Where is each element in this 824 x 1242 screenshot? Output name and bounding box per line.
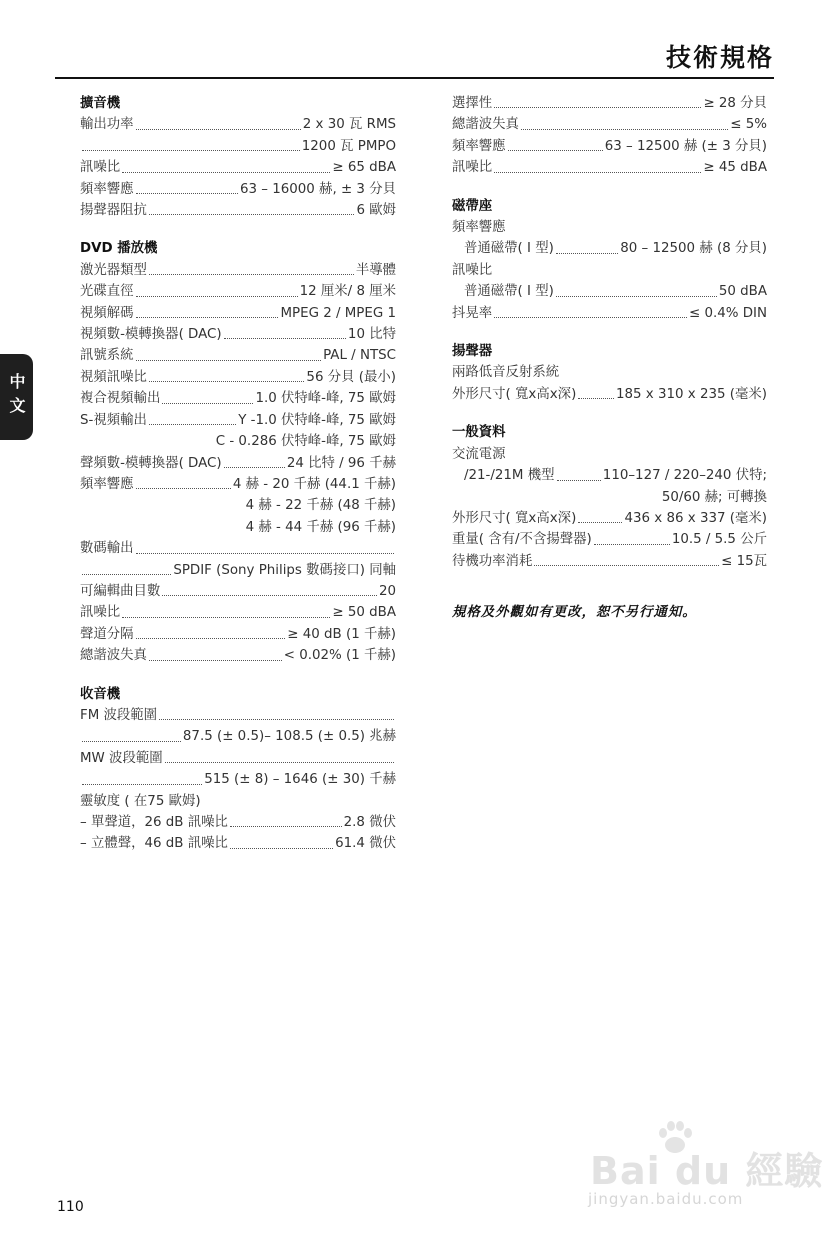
spec-row: 頻率響應 4 赫 - 20 千赫 (44.1 千赫) <box>80 474 396 495</box>
page-title: 技術規格 <box>665 43 774 72</box>
spec-row: SPDIF (Sony Philips 數碼接口) 同軸 <box>80 560 396 581</box>
spec-row: /21-/21M 機型 110–127 / 220–240 伏特; <box>452 465 767 486</box>
spec-row: 外形尺寸( 寬x高x深) 436 x 86 x 337 (毫米) <box>452 508 767 529</box>
title-divider <box>55 77 774 79</box>
spec-row: 聲道分隔 ≥ 40 dB (1 千赫) <box>80 624 396 645</box>
spec-row: 重量( 含有/不含揚聲器) 10.5 / 5.5 公斤 <box>452 529 767 550</box>
spec-row: 視頻訊噪比 56 分貝 (最小) <box>80 367 396 388</box>
tuner-title: 收音機 <box>80 686 121 702</box>
spec-row: MW 波段範圍 <box>80 748 396 769</box>
spec-row: 視頻數-模轉換器( DAC) 10 比特 <box>80 324 396 345</box>
spec-row: 總諧波失真 ≤ 5% <box>452 114 767 135</box>
page-number: 110 <box>57 1199 84 1215</box>
spec-label: 兩路低音反射系統 <box>452 365 560 381</box>
spec-row: 515 (± 8) – 1646 (± 30) 千赫 <box>80 769 396 790</box>
spec-row: 輸出功率 2 x 30 瓦 RMS <box>80 114 396 135</box>
language-tab: 中文 <box>0 354 33 440</box>
watermark-url: jingyan.baidu.com <box>588 1190 744 1208</box>
spec-row: 待機功率消耗 ≤ 15瓦 <box>452 551 767 572</box>
spec-row: 頻率響應 63 – 16000 赫, ± 3 分貝 <box>80 179 396 200</box>
spec-row: FM 波段範圍 <box>80 705 396 726</box>
spec-label: 頻率響應 <box>452 220 506 236</box>
spec-row: S-視頻輸出 Y -1.0 伏特峰-峰, 75 歐姆 <box>80 410 396 431</box>
speakers-title: 揚聲器 <box>452 344 493 360</box>
spec-row: 訊號系統 PAL / NTSC <box>80 345 396 366</box>
spec-row: 訊噪比 ≥ 45 dBA <box>452 157 767 178</box>
spec-label: 訊噪比 <box>452 262 493 278</box>
notice-text: 規格及外觀如有更改，恕不另行通知。 <box>452 605 697 621</box>
watermark-logo: Bai du 經驗 <box>590 1149 824 1193</box>
spec-row: 光碟直徑 12 厘米/ 8 厘米 <box>80 281 396 302</box>
spec-row: 可編輯曲目數 20 <box>80 581 396 602</box>
cassette-title: 磁帶座 <box>452 198 493 214</box>
spec-label: 靈敏度 ( 在75 歐姆) <box>80 793 201 809</box>
right-column <box>452 93 767 624</box>
spec-row: 抖晃率 ≤ 0.4% DIN <box>452 303 767 324</box>
spec-row: – 立體聲，46 dB 訊噪比 61.4 微伏 <box>80 833 396 854</box>
spec-row: 87.5 (± 0.5)– 108.5 (± 0.5) 兆赫 <box>80 726 396 747</box>
spec-row: 複合視頻輸出 1.0 伏特峰-峰, 75 歐姆 <box>80 388 396 409</box>
spec-row: 頻率響應 63 – 12500 赫 (± 3 分貝) <box>452 136 767 157</box>
spec-row: 外形尺寸( 寬x高x深) 185 x 310 x 235 (毫米) <box>452 384 767 405</box>
spec-row: 訊噪比 ≥ 65 dBA <box>80 157 396 178</box>
spec-row: 數碼輸出 <box>80 538 396 559</box>
spec-row: 普通磁帶( I 型) 80 – 12500 赫 (8 分貝) <box>452 238 767 259</box>
spec-row: 訊噪比 ≥ 50 dBA <box>80 602 396 623</box>
spec-row: 1200 瓦 PMPO <box>80 136 396 157</box>
spec-continuation: 4 赫 - 22 千赫 (48 千赫) <box>245 498 396 514</box>
left-column <box>80 93 396 855</box>
spec-continuation: 50/60 赫; 可轉換 <box>661 489 767 505</box>
spec-row: 總諧波失真 < 0.02% (1 千赫) <box>80 645 396 666</box>
spec-row: 揚聲器阻抗 6 歐姆 <box>80 200 396 221</box>
spec-row: 普通磁帶( I 型) 50 dBA <box>452 281 767 302</box>
general-title: 一般資料 <box>452 425 506 441</box>
spec-row: 選擇性 ≥ 28 分貝 <box>452 93 767 114</box>
spec-continuation: C - 0.286 伏特峰-峰, 75 歐姆 <box>215 434 396 450</box>
dvd-title: DVD 播放機 <box>80 241 158 257</box>
amplifier-title: 擴音機 <box>80 96 121 111</box>
spec-label: 交流電源 <box>452 446 506 462</box>
spec-continuation: 4 赫 - 44 千赫 (96 千赫) <box>245 519 396 535</box>
spec-row: – 單聲道，26 dB 訊噪比 2.8 微伏 <box>80 812 396 833</box>
spec-row: 聲頻數-模轉換器( DAC) 24 比特 / 96 千赫 <box>80 453 396 474</box>
spec-row: 視頻解碼 MPEG 2 / MPEG 1 <box>80 303 396 324</box>
spec-row: 激光器類型 半導體 <box>80 260 396 281</box>
